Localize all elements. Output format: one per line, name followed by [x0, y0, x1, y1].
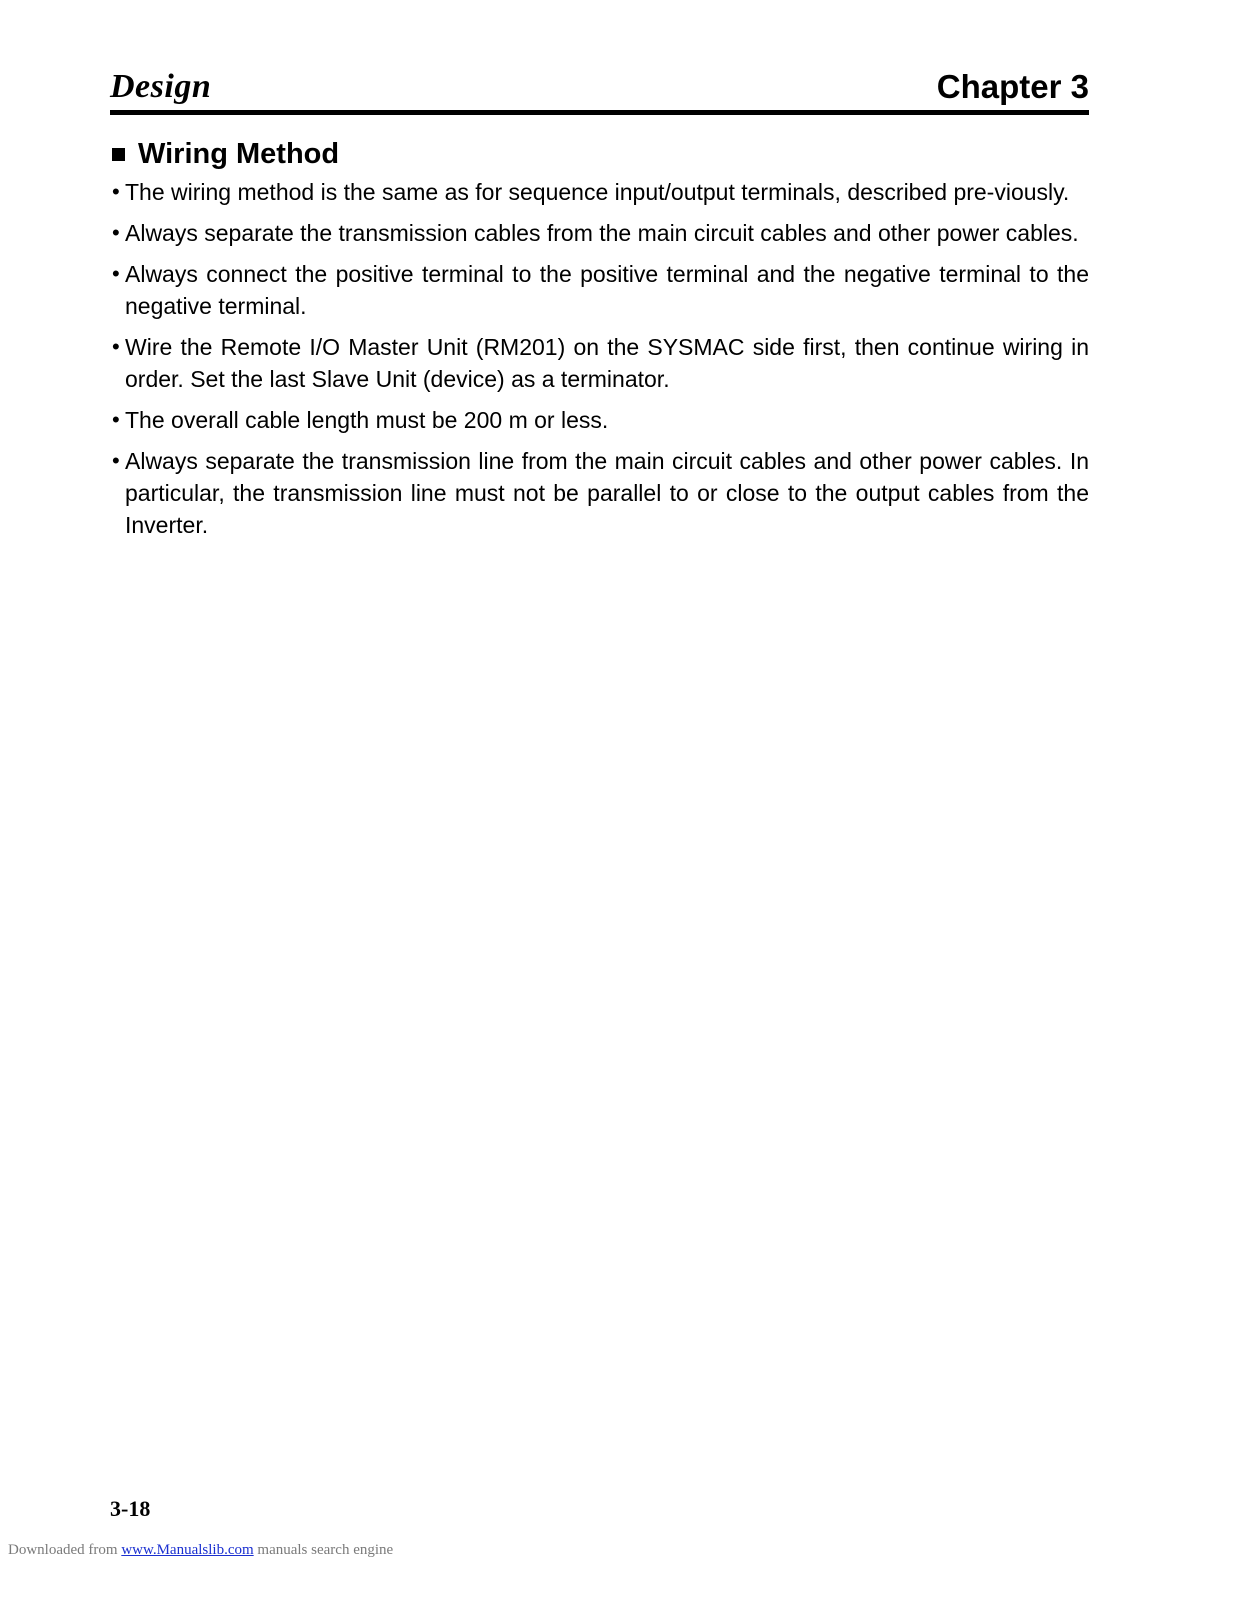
list-item: [112, 176, 1089, 208]
list-item-text: The wiring method is the same as for sequence input/output terminals, described pre-viously.: [125, 179, 1070, 205]
bullet-dot-icon: •: [112, 448, 120, 473]
page-number: 3-18: [110, 1496, 151, 1521]
bullet-dot-icon: •: [112, 179, 120, 204]
list-item-text: The overall cable length must be 200 m or less.: [125, 407, 609, 433]
square-bullet-icon: [112, 148, 125, 161]
bullet-dot-icon: •: [112, 407, 120, 432]
bullet-dot-icon: •: [112, 334, 120, 359]
footer-prefix: Downloaded from: [8, 1542, 122, 1558]
list-item: [112, 331, 1089, 395]
footer-download-note: [8, 1542, 393, 1559]
footer-suffix: manuals search engine: [253, 1542, 394, 1558]
list-item-text: Always separate the transmission line from the main circuit cables and other power cables. In particular, the transmission line must not be parallel to or close to the output cables from the Inverter.: [125, 448, 1089, 538]
bullet-dot-icon: •: [112, 261, 120, 286]
header-chapter-label: Chapter 3: [936, 68, 1089, 105]
list-item: [112, 404, 1089, 436]
header-divider: [110, 110, 1089, 115]
bullet-dot-icon: •: [112, 220, 120, 245]
list-item: [112, 217, 1089, 249]
list-item-text: Always connect the positive terminal to the positive terminal and the negative terminal to the negative terminal.: [125, 261, 1089, 319]
manualslib-link[interactable]: www.Manualslib.com: [121, 1542, 254, 1558]
section-title: Wiring Method: [138, 138, 340, 170]
bullet-list: [112, 176, 1089, 550]
list-item-text: Wire the Remote I/O Master Unit (RM201) on the SYSMAC side first, then continue wiring in order. Set the last Slave Unit (device) as a terminator.: [125, 334, 1089, 392]
list-item: [112, 258, 1089, 322]
header-section-name: Design: [110, 68, 212, 105]
list-item-text: Always separate the transmission cables from the main circuit cables and other power cables.: [125, 220, 1079, 246]
list-item: [112, 445, 1089, 541]
section-heading: [112, 138, 339, 171]
